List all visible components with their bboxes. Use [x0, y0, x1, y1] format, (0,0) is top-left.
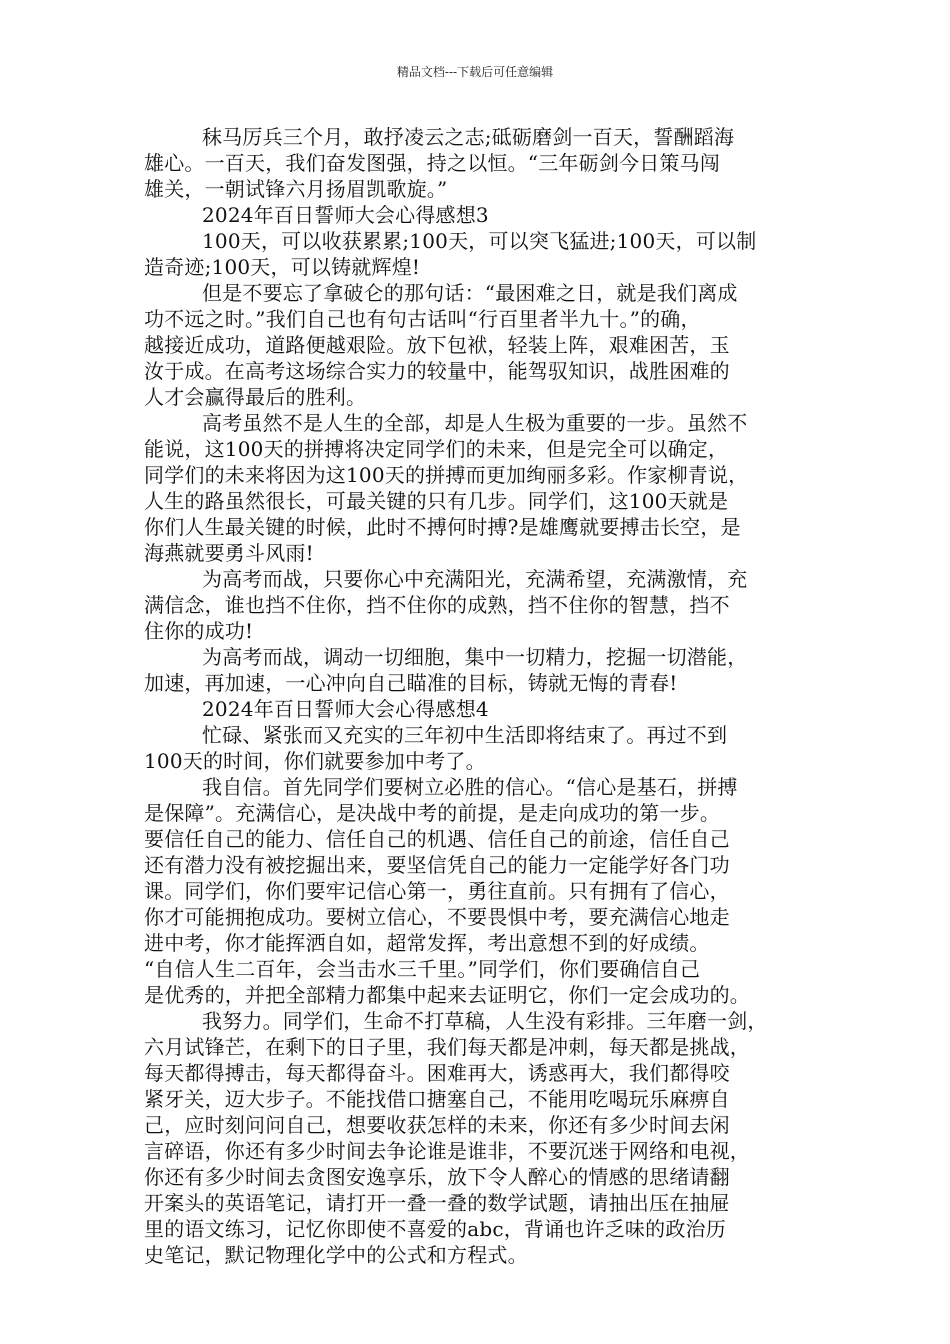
text-line: 课。同学们，你们要牢记信心第一，勇往直前。只有拥有了信心，: [144, 879, 730, 903]
paragraph: [144, 1008, 824, 1268]
text-line: 秣马厉兵三个月，敢抒凌云之志;砥砺磨剑一百天，誓酬蹈海: [202, 125, 735, 149]
text-line: 人才会赢得最后的胜利。: [144, 385, 367, 409]
text-line: 是保障”。充满信心，是决战中考的前提，是走向成功的第一步。: [144, 801, 721, 825]
paragraph: [144, 566, 824, 644]
text-line: 是优秀的，并把全部精力都集中起来去证明它，你们一定会成功的。: [144, 983, 750, 1007]
text-line: 100天的时间，你们就要参加中考了。: [144, 749, 486, 773]
section-heading: [144, 202, 824, 228]
text-line: 紧牙关，迈大步子。不能找借口搪塞自己，不能用吃喝玩乐麻痹自: [144, 1087, 730, 1111]
text-line: 史笔记，默记物理化学中的公式和方程式。: [144, 1243, 528, 1267]
text-line: 雄关，一朝试锋六月扬眉凯歌旋。”: [144, 177, 448, 201]
text-line: 要信任自己的能力、信任自己的机遇、信任自己的前途，信任自己: [144, 827, 730, 851]
text-line: 你才可能拥抱成功。要树立信心，不要畏惧中考，要充满信心地走: [144, 905, 730, 929]
text-line: 加速，再加速，一心冲向自己瞄准的目标，铸就无悔的青春!: [144, 671, 678, 695]
section-heading: [144, 696, 824, 722]
text-line: 言碎语，你还有多少时间去争论谁是谁非，不要沉迷于网络和电视，: [144, 1139, 750, 1163]
text-line: 功不远之时。”我们自己也有句古话叫“行百里者半九十。”的确，: [144, 307, 701, 331]
text-line: 同学们的未来将因为这100天的拼搏而更加绚丽多彩。作家柳青说，: [144, 463, 749, 487]
text-line: 造奇迹;100天，可以铸就辉煌!: [144, 255, 421, 279]
text-line: 己，应时刻问问自己，想要收获怎样的未来，你还有多少时间去闲: [144, 1113, 730, 1137]
paragraph: [144, 644, 824, 696]
heading-line: 2024年百日誓师大会心得感想3: [202, 203, 489, 227]
text-line: 每天都得搏击，每天都得奋斗。困难再大，诱惑再大，我们都得咬: [144, 1061, 730, 1085]
text-line: 进中考，你才能挥洒自如，超常发挥，考出意想不到的好成绩。: [144, 931, 710, 955]
text-line: 高考虽然不是人生的全部，却是人生极为重要的一步。虽然不: [202, 411, 748, 435]
text-line: 能说，这100天的拼搏将决定同学们的未来，但是完全可以确定，: [144, 437, 729, 461]
paragraph: [144, 410, 824, 566]
paragraph: [144, 280, 824, 410]
text-line: 里的语文练习，记忆你即使不喜爱的abc，背诵也许乏味的政治历: [144, 1217, 726, 1241]
text-line: 我努力。同学们，生命不打草稿，人生没有彩排。三年磨一剑，: [202, 1009, 768, 1033]
text-line: 满信念，谁也挡不住你，挡不住你的成熟，挡不住你的智慧，挡不: [144, 593, 730, 617]
text-line: 越接近成功，道路便越艰险。放下包袱，轻装上阵，艰难困苦，玉: [144, 333, 730, 357]
text-line: “自信人生二百年，会当击水三千里。”同学们，你们要确信自己: [144, 957, 701, 981]
text-line: 忙碌、紧张而又充实的三年初中生活即将结束了。再过不到: [202, 723, 728, 747]
paragraph: [144, 124, 824, 202]
text-line: 人生的路虽然很长，可最关键的只有几步。同学们，这100天就是: [144, 489, 729, 513]
page-header: 精品文档---下载后可任意编辑: [396, 65, 554, 79]
text-line: 为高考而战，只要你心中充满阳光，充满希望，充满激情，充: [202, 567, 748, 591]
text-line: 你们人生最关键的时候，此时不搏何时搏?是雄鹰就要搏击长空，是: [144, 515, 741, 539]
text-line: 汝于成。在高考这场综合实力的较量中，能驾驭知识，战胜困难的: [144, 359, 730, 383]
text-line: 为高考而战，调动一切细胞，集中一切精力，挖掘一切潜能，: [202, 645, 748, 669]
text-line: 住你的成功!: [144, 619, 254, 643]
text-line: 我自信。首先同学们要树立必胜的信心。“信心是基石，拼搏: [202, 775, 738, 799]
paragraph: [144, 774, 824, 1008]
text-line: 你还有多少时间去贪图安逸享乐，放下令人醉心的情感的思绪请翻: [144, 1165, 730, 1189]
text-line: 雄心。一百天，我们奋发图强，持之以恒。“三年砺剑今日策马闯: [144, 151, 721, 175]
text-line: 开案头的英语笔记，请打开一叠一叠的数学试题，请抽出压在抽屉: [144, 1191, 730, 1215]
heading-line: 2024年百日誓师大会心得感想4: [202, 697, 489, 721]
text-line: 但是不要忘了拿破仑的那句话：“最困难之日，就是我们离成: [202, 281, 738, 305]
text-line: 100天，可以收获累累;100天，可以突飞猛进;100天，可以制: [202, 229, 757, 253]
text-line: 还有潜力没有被挖掘出来，要坚信凭自己的能力一定能学好各门功: [144, 853, 730, 877]
paragraph: [144, 722, 824, 774]
paragraph: [144, 228, 824, 280]
text-line: 海燕就要勇斗风雨!: [144, 541, 314, 565]
document-body: [144, 124, 824, 1268]
text-line: 六月试锋芒，在剩下的日子里，我们每天都是冲刺，每天都是挑战，: [144, 1035, 750, 1059]
